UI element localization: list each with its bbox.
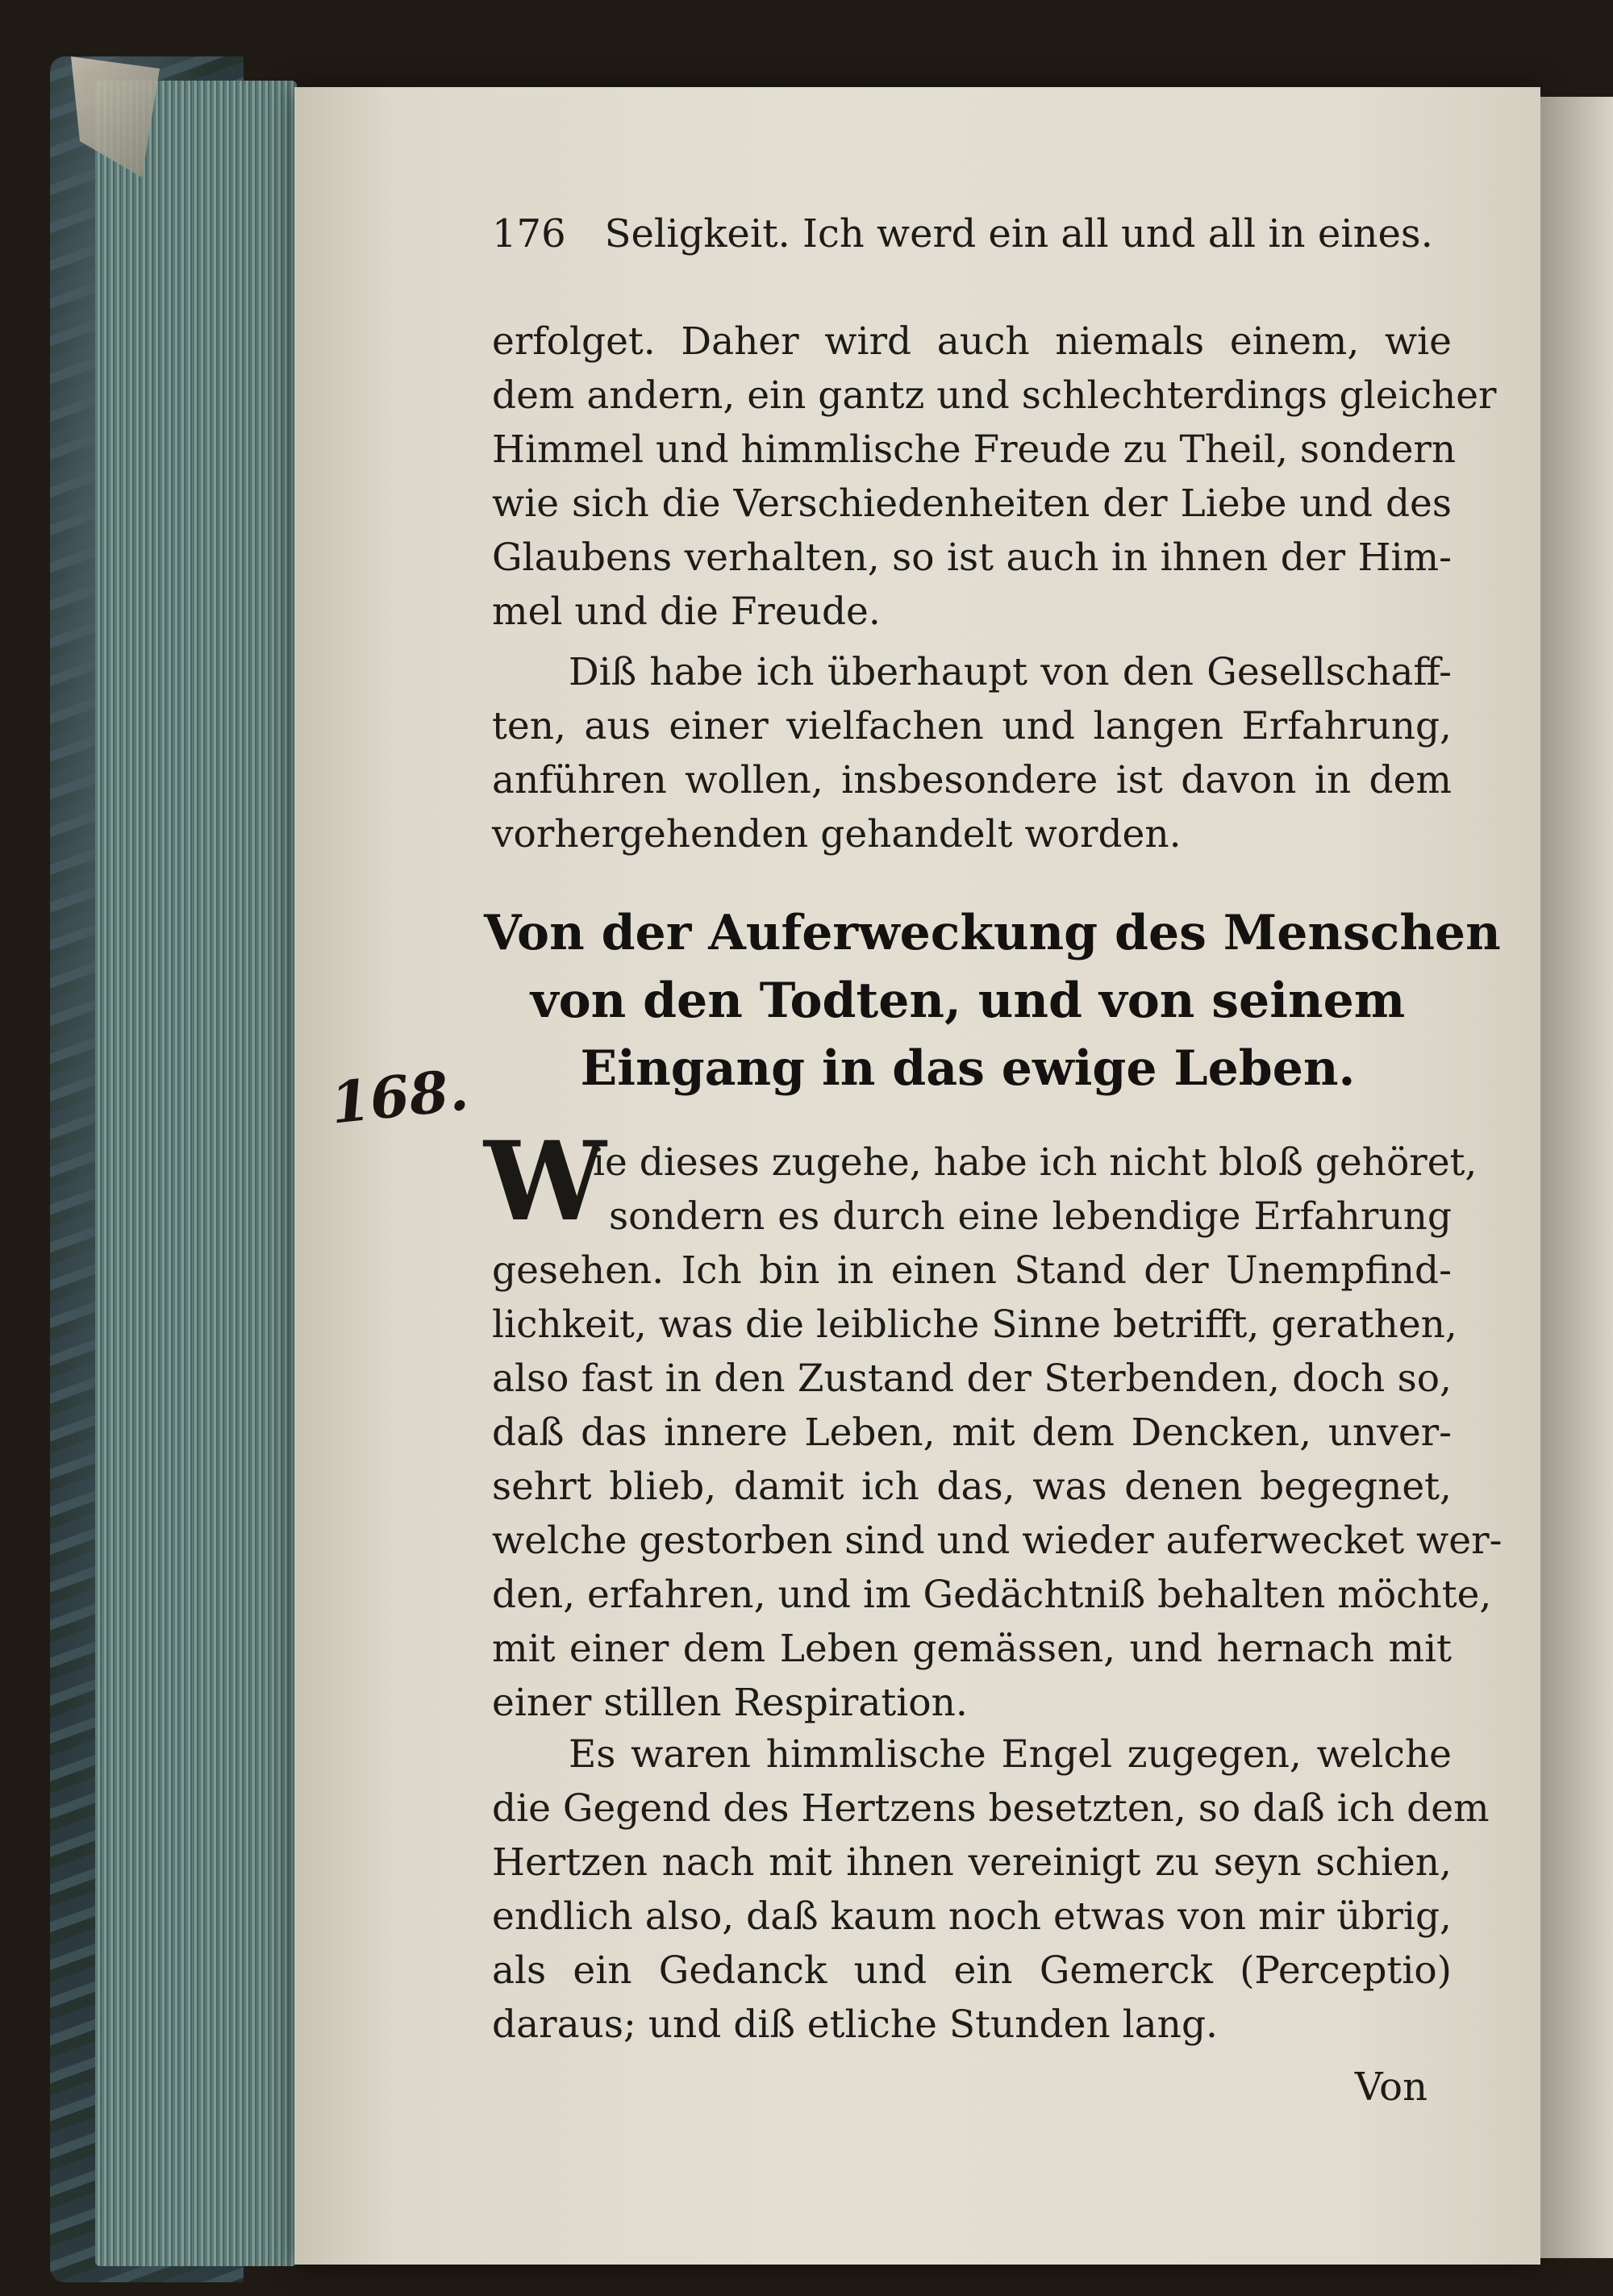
paragraph-3	[492, 1135, 1503, 1730]
text-line: Diß habe ich überhaupt von den Gesellschaff-	[569, 650, 1452, 694]
text-line: Hertzen nach mit ihnen vereinigt zu seyn schien,	[492, 1840, 1452, 1885]
text-line: sehrt blieb, damit ich das, was denen begegnet,	[492, 1465, 1452, 1509]
catchword: Von	[1354, 2065, 1428, 2110]
drop-cap: W	[484, 1117, 606, 1245]
page-number: 176	[492, 211, 566, 256]
text-line: daraus; und diß etliche Stunden lang.	[492, 2002, 1218, 2047]
chapter-heading	[484, 899, 1501, 1102]
facing-page-edge	[1540, 97, 1613, 2258]
paragraph-1	[492, 315, 1497, 639]
text-line: endlich also, daß kaum noch etwas von mir übrig,	[492, 1894, 1452, 1939]
text-line: dem andern, ein gantz und schlechterdings gleicher	[492, 373, 1497, 418]
text-line: anführen wollen, insbesondere ist davon in dem	[492, 758, 1452, 802]
text-line: den, erfahren, und im Gedächtniß behalten möchte,	[492, 1573, 1492, 1617]
text-line: lichkeit, was die leibliche Sinne betrifft, gerathen,	[492, 1302, 1457, 1347]
paragraph-4	[492, 1727, 1490, 2052]
text-line: Glaubens verhalten, so ist auch in ihnen der Him-	[492, 535, 1452, 580]
text-line: vorhergehenden gehandelt worden.	[492, 812, 1182, 856]
text-line: also fast in den Zustand der Sterbenden, doch so,	[492, 1356, 1452, 1401]
text-line: erfolget. Daher wird auch niemals einem, wie	[492, 319, 1452, 364]
text-line: ten, aus einer vielfachen und langen Erfahrung,	[492, 704, 1452, 748]
paragraph-2	[492, 645, 1452, 861]
running-title: Seligkeit. Ich werd ein all und all in eines.	[604, 211, 1433, 256]
page-edges	[95, 81, 297, 2266]
text-line: wie sich die Verschiedenheiten der Liebe und des	[492, 481, 1452, 526]
heading-line: Von der Auferweckung des Menschen	[484, 905, 1501, 961]
text-line: Himmel und himmlische Freude zu Theil, sondern	[492, 427, 1457, 472]
text-line: als ein Gedanck und ein Gemerck (Perceptio)	[492, 1948, 1452, 1993]
text-line: Es waren himmlische Engel zugegen, welche	[569, 1732, 1452, 1777]
heading-line: von den Todten, und von seinem	[530, 973, 1406, 1029]
section-number: 168.	[327, 1056, 472, 1137]
page-header	[492, 211, 1452, 256]
text-line: welche gestorben sind und wieder auferwecket wer-	[492, 1519, 1503, 1563]
heading-line: Eingang in das ewige Leben.	[580, 1040, 1356, 1097]
text-line: die Gegend des Hertzens besetzten, so daß ich dem	[492, 1786, 1490, 1831]
text-line: gesehen. Ich bin in einen Stand der Unempfind-	[492, 1248, 1452, 1293]
text-line: ie dieses zugehe, habe ich nicht bloß gehöret,	[593, 1140, 1478, 1185]
text-line: mel und die Freude.	[492, 590, 881, 634]
text-line: sondern es durch eine lebendige Erfahrung	[609, 1194, 1452, 1239]
text-line: daß das innere Leben, mit dem Dencken, unver-	[492, 1411, 1452, 1455]
text-line: mit einer dem Leben gemässen, und hernach mit	[492, 1627, 1452, 1671]
text-line: einer stillen Respiration.	[492, 1681, 968, 1725]
